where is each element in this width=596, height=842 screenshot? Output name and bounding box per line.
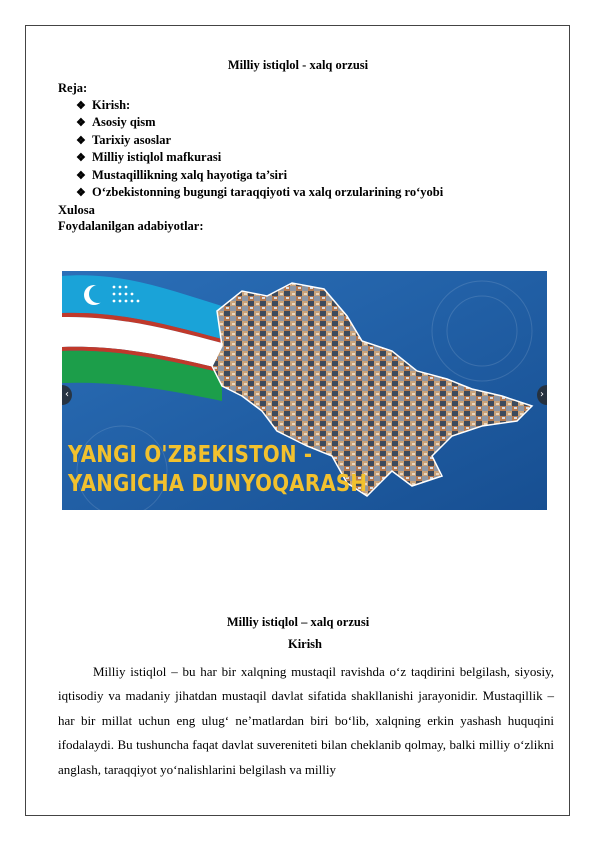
plan-list: [58, 80, 443, 235]
section-subtitle: Kirish: [287, 637, 323, 651]
diamond-bullet-icon: ❖: [76, 187, 86, 199]
diamond-bullet-icon: ❖: [76, 169, 86, 182]
diamond-bullet-icon: ❖: [76, 99, 86, 112]
plan-heading: Reja:: [58, 81, 88, 95]
plan-item: ❖ O‘zbekistonning bugungi taraqqiyoti va xalq orzularining ro‘yobi: [58, 184, 443, 202]
body-paragraph: Milliy istiqlol – bu har bir xalqning mustaqil ravishda o‘z taqdirini belgilash, siyosiy, iqtisodiy va madaniy jihatdan mustaqil davlat sifatida shakllanishi jarayonidir. Mustaqillik – har bir millat uchun eng ulug‘ ne’matlardan biri bo‘lib, xalqning erkin yashash huquqini ifodalaydi. Bu tushuncha faqat davlat suvereniteti bilan cheklanib qolmay, balki milliy o‘zlikni anglash, taraqqiyot yo‘nalishlarini belgilash va milliy: [58, 664, 554, 777]
plan-item: ❖ Tarixiy asoslar: [58, 132, 443, 150]
diamond-bullet-icon: ❖: [76, 152, 86, 164]
banner-image: [62, 271, 547, 510]
banner-text-line2: YANGICHA DUNYOQARASH: [68, 471, 368, 497]
plan-references: Foydalanilgan adabiyotlar:: [58, 219, 204, 233]
plan-item: ❖ Asosiy qism: [58, 114, 443, 132]
document-title: Milliy istiqlol - xalq orzusi: [227, 58, 369, 72]
plan-item: ❖ Mustaqillikning xalq hayotiga ta’siri: [58, 167, 443, 185]
chevron-right-icon[interactable]: ›: [537, 385, 547, 405]
section-title: Milliy istiqlol – xalq orzusi: [226, 615, 370, 629]
plan-item: ❖ Kirish:: [58, 97, 443, 115]
diamond-bullet-icon: ❖: [76, 117, 86, 129]
banner-text-line1: YANGI O'ZBEKISTON -: [68, 442, 313, 468]
plan-item: ❖ Milliy istiqlol mafkurasi: [58, 149, 443, 167]
chevron-left-icon[interactable]: ‹: [62, 385, 72, 405]
diamond-bullet-icon: ❖: [76, 134, 86, 147]
plan-conclusion: Xulosa: [58, 202, 95, 217]
